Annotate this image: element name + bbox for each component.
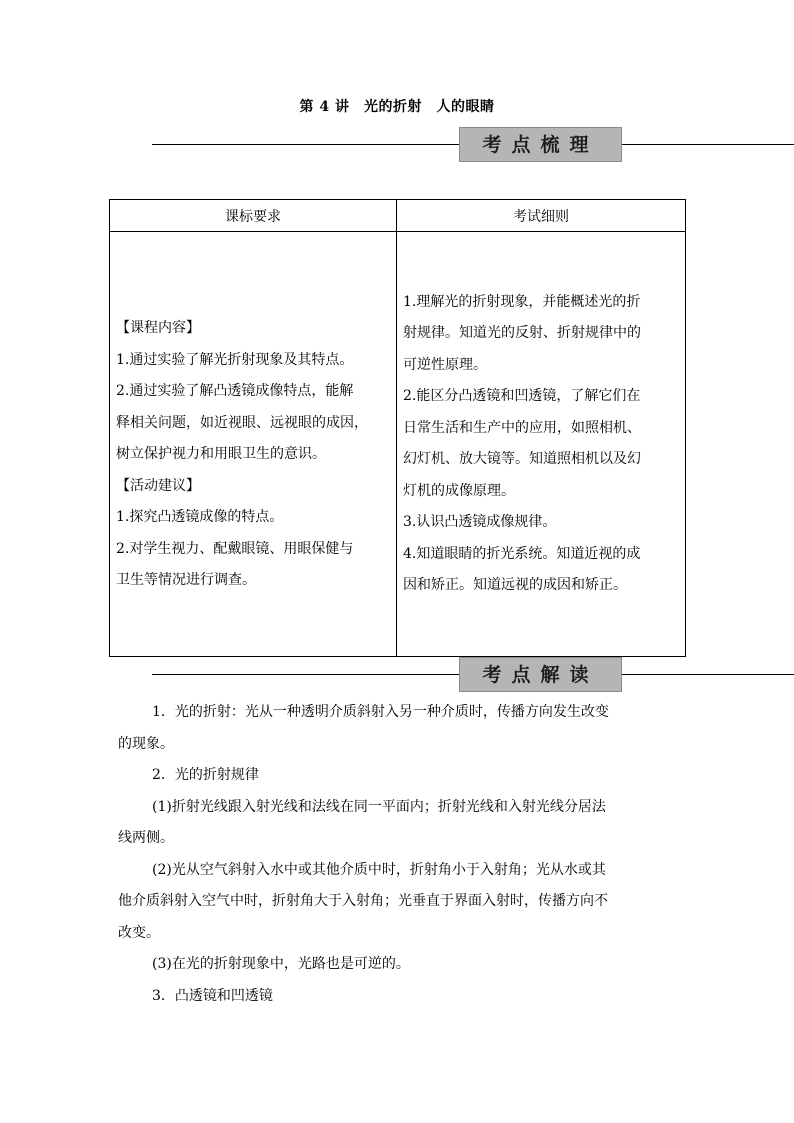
table-header: 课标要求 [110,200,397,232]
table-header: 考试细则 [397,200,686,232]
table-header-row [110,200,686,232]
cell-line: 1.理解光的折射现象，并能概述光的折 [403,293,641,310]
table-cell-curriculum [110,232,397,657]
body-paragraph: 3．凸透镜和凹透镜 [152,987,273,1004]
body-paragraph: (3)在光的折射现象中，光路也是可逆的。 [152,956,410,972]
body-paragraph: (1)折射光线跟入射光线和法线在同一平面内；折射光线和入射光线分居法 [152,798,606,815]
body-paragraph: 1．光的折射：光从一种透明介质斜射入另一种介质时，传播方向发生改变 [152,704,609,720]
requirements-table [109,199,686,657]
cell-line: 幻灯机、放大镜等。知道照相机以及幻 [403,451,641,467]
body-paragraph: 线两侧。 [118,830,174,846]
cell-line: 2.通过实验了解凸透镜成像特点，能解 [116,383,354,400]
body-paragraph: 2．光的折射规律 [152,767,259,783]
section-header-interpret: 考点解读 [459,657,622,692]
cell-line: 1.探究凸透镜成像的特点。 [116,509,284,526]
cell-line: 因和矫正。知道远视的成因和矫正。 [403,577,627,593]
cell-line: 日常生活和生产中的应用，如照相机、 [403,419,641,436]
cell-line: 1.通过实验了解光折射现象及其特点。 [116,351,354,368]
cell-line: 4.知道眼睛的折光系统。知道近视的成 [403,545,641,562]
body-paragraph: 的现象。 [118,735,174,752]
cell-line: 2.能区分凸透镜和凹透镜，了解它们在 [403,388,641,404]
cell-line: 3.认识凸透镜成像规律。 [403,514,557,530]
cell-line: 树立保护视力和用眼卫生的意识。 [116,446,326,463]
cell-line: 灯机的成像原理。 [403,482,515,499]
interpretation-body [118,697,678,1012]
body-paragraph: 他介质斜射入空气中时，折射角大于入射角；光垂直于界面入射时，传播方向不 [118,893,608,909]
table-row [110,232,686,657]
cell-line: 可逆性原理。 [403,356,487,373]
cell-line: 释相关问题，如近视眼、远视眼的成因， [116,414,368,431]
section-header-review: 考点梳理 [459,127,622,162]
page-title: 第 4 讲 光的折射 人的眼睛 [299,99,495,115]
cell-line: 【课程内容】 [116,320,200,337]
cell-line: 射规律。知道光的反射、折射规律中的 [403,325,641,341]
body-paragraph: 改变。 [118,924,160,941]
table-cell-exam-details [397,232,686,657]
cell-line: 卫生等情况进行调查。 [116,572,256,589]
body-paragraph: (2)光从空气斜射入水中或其他介质中时，折射角小于入射角；光从水或其 [152,861,606,878]
cell-line: 2.对学生视力、配戴眼镜、用眼保健与 [116,540,354,557]
cell-line: 【活动建议】 [116,477,200,494]
